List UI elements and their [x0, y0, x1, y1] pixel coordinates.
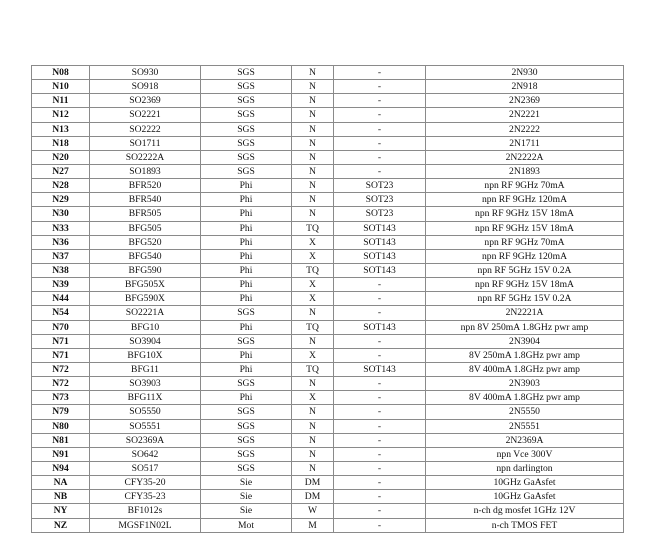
table-row — [32, 306, 624, 320]
description-cell: npn RF 9GHz 70mA — [426, 235, 624, 249]
description-cell: 8V 250mA 1.8GHz pwr amp — [426, 348, 624, 362]
device-cell: BFG10X — [90, 348, 201, 362]
description-cell: 10GHz GaAsfet — [426, 476, 624, 490]
description-cell: 2N2222A — [426, 150, 624, 164]
marking-code-cell: N71 — [32, 334, 90, 348]
device-cell: SO2369A — [90, 433, 201, 447]
device-cell: SO2369 — [90, 94, 201, 108]
device-cell: SO3903 — [90, 377, 201, 391]
manufacturer-cell: SGS — [201, 150, 292, 164]
base-cell: N — [292, 334, 334, 348]
package-cell: - — [334, 136, 426, 150]
base-cell: TQ — [292, 362, 334, 376]
manufacturer-cell: SGS — [201, 419, 292, 433]
table-row — [32, 136, 624, 150]
package-cell: - — [334, 419, 426, 433]
base-cell: X — [292, 249, 334, 263]
package-cell: SOT143 — [334, 249, 426, 263]
package-cell: - — [334, 334, 426, 348]
base-cell: X — [292, 292, 334, 306]
device-cell: BF1012s — [90, 504, 201, 518]
marking-code-cell: N29 — [32, 193, 90, 207]
table-row — [32, 391, 624, 405]
manufacturer-cell: SGS — [201, 377, 292, 391]
table-row — [32, 377, 624, 391]
table-row — [32, 405, 624, 419]
description-cell: npn RF 5GHz 15V 0.2A — [426, 263, 624, 277]
manufacturer-cell: SGS — [201, 108, 292, 122]
description-cell: 2N1893 — [426, 164, 624, 178]
description-cell: 2N2221A — [426, 306, 624, 320]
base-cell: N — [292, 80, 334, 94]
marking-code-cell: N30 — [32, 207, 90, 221]
manufacturer-cell: Phi — [201, 221, 292, 235]
description-cell: 2N2222 — [426, 122, 624, 136]
package-cell: - — [334, 476, 426, 490]
device-cell: CFY35-23 — [90, 490, 201, 504]
marking-code-cell: N38 — [32, 263, 90, 277]
smd-code-table — [31, 65, 624, 533]
package-cell: - — [334, 306, 426, 320]
table-row — [32, 320, 624, 334]
description-cell: npn Vce 300V — [426, 447, 624, 461]
package-cell: - — [334, 80, 426, 94]
marking-code-cell: N10 — [32, 80, 90, 94]
table-row — [32, 66, 624, 80]
base-cell: N — [292, 377, 334, 391]
manufacturer-cell: Phi — [201, 391, 292, 405]
table-row — [32, 94, 624, 108]
base-cell: N — [292, 94, 334, 108]
manufacturer-cell: SGS — [201, 433, 292, 447]
description-cell: npn RF 9GHz 15V 18mA — [426, 221, 624, 235]
base-cell: X — [292, 235, 334, 249]
package-cell: SOT143 — [334, 320, 426, 334]
description-cell: 2N2369 — [426, 94, 624, 108]
manufacturer-cell: SGS — [201, 80, 292, 94]
package-cell: SOT23 — [334, 207, 426, 221]
package-cell: - — [334, 278, 426, 292]
device-cell: SO1711 — [90, 136, 201, 150]
package-cell: - — [334, 66, 426, 80]
table-row — [32, 419, 624, 433]
description-cell: 8V 400mA 1.8GHz pwr amp — [426, 362, 624, 376]
table-row — [32, 221, 624, 235]
manufacturer-cell: Phi — [201, 249, 292, 263]
table-body — [32, 66, 624, 533]
base-cell: N — [292, 207, 334, 221]
marking-code-cell: N81 — [32, 433, 90, 447]
marking-code-cell: N73 — [32, 391, 90, 405]
table-row — [32, 193, 624, 207]
manufacturer-cell: Sie — [201, 476, 292, 490]
marking-code-cell: NA — [32, 476, 90, 490]
package-cell: - — [334, 108, 426, 122]
package-cell: - — [334, 150, 426, 164]
device-cell: SO1893 — [90, 164, 201, 178]
device-cell: MGSF1N02L — [90, 518, 201, 532]
device-cell: BFR505 — [90, 207, 201, 221]
marking-code-cell: N79 — [32, 405, 90, 419]
description-cell: 10GHz GaAsfet — [426, 490, 624, 504]
device-cell: SO2222A — [90, 150, 201, 164]
manufacturer-cell: Phi — [201, 320, 292, 334]
description-cell: npn RF 9GHz 120mA — [426, 193, 624, 207]
description-cell: npn RF 9GHz 15V 18mA — [426, 207, 624, 221]
package-cell: - — [334, 447, 426, 461]
base-cell: X — [292, 391, 334, 405]
base-cell: N — [292, 179, 334, 193]
description-cell: npn RF 9GHz 15V 18mA — [426, 278, 624, 292]
table-row — [32, 490, 624, 504]
table-row — [32, 164, 624, 178]
device-cell: BFG540 — [90, 249, 201, 263]
manufacturer-cell: SGS — [201, 122, 292, 136]
marking-code-cell: N37 — [32, 249, 90, 263]
table-row — [32, 235, 624, 249]
description-cell: 2N3903 — [426, 377, 624, 391]
base-cell: N — [292, 405, 334, 419]
marking-code-cell: NZ — [32, 518, 90, 532]
description-cell: npn RF 5GHz 15V 0.2A — [426, 292, 624, 306]
marking-code-cell: N12 — [32, 108, 90, 122]
base-cell: N — [292, 447, 334, 461]
table-row — [32, 179, 624, 193]
base-cell: DM — [292, 490, 334, 504]
description-cell: 2N1711 — [426, 136, 624, 150]
base-cell: N — [292, 193, 334, 207]
base-cell: N — [292, 419, 334, 433]
package-cell: - — [334, 405, 426, 419]
package-cell: - — [334, 391, 426, 405]
marking-code-cell: N08 — [32, 66, 90, 80]
table-row — [32, 433, 624, 447]
description-cell: npn RF 9GHz 120mA — [426, 249, 624, 263]
description-cell: 2N930 — [426, 66, 624, 80]
marking-code-cell: N20 — [32, 150, 90, 164]
description-cell: 2N3904 — [426, 334, 624, 348]
base-cell: TQ — [292, 221, 334, 235]
marking-code-cell: N11 — [32, 94, 90, 108]
marking-code-cell: N28 — [32, 179, 90, 193]
marking-code-cell: N72 — [32, 362, 90, 376]
package-cell: - — [334, 518, 426, 532]
description-cell: 2N5550 — [426, 405, 624, 419]
marking-code-cell: N36 — [32, 235, 90, 249]
table-row — [32, 476, 624, 490]
package-cell: SOT143 — [334, 362, 426, 376]
base-cell: W — [292, 504, 334, 518]
base-cell: N — [292, 136, 334, 150]
base-cell: X — [292, 348, 334, 362]
marking-code-cell: N71 — [32, 348, 90, 362]
device-cell: BFG11X — [90, 391, 201, 405]
manufacturer-cell: Phi — [201, 207, 292, 221]
device-cell: BFR520 — [90, 179, 201, 193]
manufacturer-cell: SGS — [201, 461, 292, 475]
manufacturer-cell: Phi — [201, 193, 292, 207]
device-cell: SO2221A — [90, 306, 201, 320]
manufacturer-cell: SGS — [201, 136, 292, 150]
device-cell: SO2222 — [90, 122, 201, 136]
marking-code-cell: N18 — [32, 136, 90, 150]
base-cell: N — [292, 150, 334, 164]
table-row — [32, 504, 624, 518]
marking-code-cell: N72 — [32, 377, 90, 391]
base-cell: N — [292, 306, 334, 320]
table-row — [32, 108, 624, 122]
manufacturer-cell: SGS — [201, 405, 292, 419]
package-cell: - — [334, 164, 426, 178]
description-cell: 2N918 — [426, 80, 624, 94]
manufacturer-cell: SGS — [201, 334, 292, 348]
marking-code-cell: NB — [32, 490, 90, 504]
base-cell: DM — [292, 476, 334, 490]
table-row — [32, 263, 624, 277]
manufacturer-cell: SGS — [201, 306, 292, 320]
device-cell: SO2221 — [90, 108, 201, 122]
package-cell: SOT23 — [334, 179, 426, 193]
marking-code-cell: N54 — [32, 306, 90, 320]
marking-code-cell: N44 — [32, 292, 90, 306]
table-row — [32, 334, 624, 348]
marking-code-cell: NY — [32, 504, 90, 518]
description-cell: n-ch TMOS FET — [426, 518, 624, 532]
manufacturer-cell: SGS — [201, 66, 292, 80]
marking-code-cell: N70 — [32, 320, 90, 334]
table-row — [32, 150, 624, 164]
manufacturer-cell: Mot — [201, 518, 292, 532]
table-row — [32, 80, 624, 94]
base-cell: X — [292, 278, 334, 292]
manufacturer-cell: Phi — [201, 362, 292, 376]
device-cell: BFG10 — [90, 320, 201, 334]
device-cell: SO930 — [90, 66, 201, 80]
device-cell: BFG11 — [90, 362, 201, 376]
package-cell: - — [334, 122, 426, 136]
marking-code-cell: N33 — [32, 221, 90, 235]
base-cell: M — [292, 518, 334, 532]
table-row — [32, 122, 624, 136]
package-cell: - — [334, 461, 426, 475]
table-row — [32, 518, 624, 532]
manufacturer-cell: Phi — [201, 235, 292, 249]
package-cell: - — [334, 94, 426, 108]
device-cell: CFY35-20 — [90, 476, 201, 490]
marking-code-cell: N13 — [32, 122, 90, 136]
manufacturer-cell: Phi — [201, 278, 292, 292]
description-cell: 8V 400mA 1.8GHz pwr amp — [426, 391, 624, 405]
device-cell: BFG505X — [90, 278, 201, 292]
manufacturer-cell: Phi — [201, 263, 292, 277]
table-row — [32, 348, 624, 362]
manufacturer-cell: Sie — [201, 490, 292, 504]
base-cell: N — [292, 461, 334, 475]
table-row — [32, 207, 624, 221]
package-cell: - — [334, 292, 426, 306]
description-cell: 2N2369A — [426, 433, 624, 447]
manufacturer-cell: SGS — [201, 164, 292, 178]
marking-code-cell: N94 — [32, 461, 90, 475]
description-cell: n-ch dg mosfet 1GHz 12V — [426, 504, 624, 518]
table-row — [32, 278, 624, 292]
base-cell: N — [292, 433, 334, 447]
base-cell: N — [292, 108, 334, 122]
table-row — [32, 447, 624, 461]
manufacturer-cell: Phi — [201, 292, 292, 306]
marking-code-cell: N91 — [32, 447, 90, 461]
base-cell: TQ — [292, 263, 334, 277]
package-cell: SOT143 — [334, 263, 426, 277]
package-cell: SOT143 — [334, 235, 426, 249]
package-cell: SOT143 — [334, 221, 426, 235]
table-row — [32, 461, 624, 475]
description-cell: 2N5551 — [426, 419, 624, 433]
device-cell: BFG505 — [90, 221, 201, 235]
base-cell: N — [292, 164, 334, 178]
device-cell: SO517 — [90, 461, 201, 475]
marking-code-cell: N27 — [32, 164, 90, 178]
package-cell: - — [334, 504, 426, 518]
manufacturer-cell: Phi — [201, 179, 292, 193]
device-cell: SO642 — [90, 447, 201, 461]
table-row — [32, 292, 624, 306]
package-cell: - — [334, 490, 426, 504]
base-cell: N — [292, 122, 334, 136]
package-cell: - — [334, 348, 426, 362]
device-cell: BFG590 — [90, 263, 201, 277]
package-cell: - — [334, 377, 426, 391]
description-cell: npn RF 9GHz 70mA — [426, 179, 624, 193]
marking-code-cell: N80 — [32, 419, 90, 433]
package-cell: - — [334, 433, 426, 447]
table-row — [32, 249, 624, 263]
manufacturer-cell: SGS — [201, 94, 292, 108]
description-cell: npn darlington — [426, 461, 624, 475]
device-cell: BFG520 — [90, 235, 201, 249]
device-cell: SO3904 — [90, 334, 201, 348]
device-cell: SO5550 — [90, 405, 201, 419]
device-cell: SO5551 — [90, 419, 201, 433]
device-cell: BFR540 — [90, 193, 201, 207]
package-cell: SOT23 — [334, 193, 426, 207]
manufacturer-cell: Sie — [201, 504, 292, 518]
manufacturer-cell: Phi — [201, 348, 292, 362]
table-row — [32, 362, 624, 376]
marking-code-cell: N39 — [32, 278, 90, 292]
description-cell: 2N2221 — [426, 108, 624, 122]
base-cell: N — [292, 66, 334, 80]
base-cell: TQ — [292, 320, 334, 334]
description-cell: npn 8V 250mA 1.8GHz pwr amp — [426, 320, 624, 334]
device-cell: SO918 — [90, 80, 201, 94]
device-cell: BFG590X — [90, 292, 201, 306]
manufacturer-cell: SGS — [201, 447, 292, 461]
